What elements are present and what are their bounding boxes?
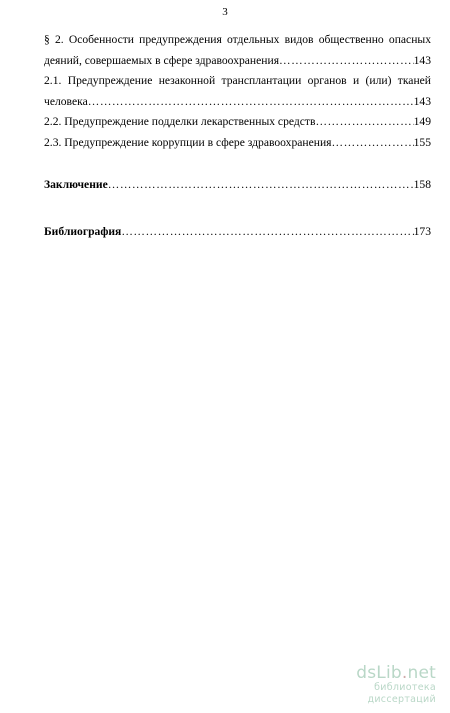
toc-page-number: 155: [413, 135, 431, 149]
toc-bibliography[interactable]: [44, 222, 431, 243]
leader-dots: [279, 51, 414, 72]
toc-entry-title: 2.2. Предупреждение подделки лекарственных средств: [44, 115, 316, 128]
toc-entry-title: Заключение: [44, 178, 108, 191]
toc-page-number: 149: [413, 115, 431, 128]
toc-entry-title: 2.3. Предупреждение коррупции в сфере здравоохранения: [44, 135, 332, 149]
toc-page-number: 143: [413, 94, 431, 108]
toc-section-2-line-2[interactable]: [44, 51, 431, 72]
dslib-watermark: [306, 664, 436, 706]
toc-item-2-1-line-2[interactable]: [44, 92, 431, 113]
toc-page-number: 143: [413, 53, 431, 67]
toc-conclusion[interactable]: [44, 175, 431, 196]
logo-main: dsLib: [356, 663, 402, 683]
leader-dots: [108, 175, 414, 196]
toc-page-number: 158: [413, 178, 431, 191]
toc-item-2-3[interactable]: [44, 133, 431, 154]
spacer: [44, 196, 431, 222]
table-of-contents: [44, 30, 431, 242]
logo-dot: .: [401, 663, 408, 683]
toc-entry-title: Библиография: [44, 224, 122, 238]
watermark-subtitle: библиотека диссертаций: [367, 682, 436, 705]
toc-entry-title: человека: [44, 94, 88, 108]
page-number: 3: [222, 6, 228, 18]
leader-dots: [121, 222, 413, 243]
dslib-logo: [306, 664, 436, 682]
toc-entry-title: деяний, совершаемых в сфере здравоохранения: [44, 53, 280, 67]
toc-page-number: 173: [413, 224, 431, 238]
toc-item-2-2[interactable]: [44, 112, 431, 133]
spacer: [44, 153, 431, 175]
toc-section-2-line-1: § 2. Особенности предупреждения отдельных видов общественно опасных: [44, 33, 431, 46]
leader-dots: [332, 133, 414, 154]
logo-tld: net: [407, 663, 436, 683]
leader-dots: [88, 92, 414, 113]
leader-dots: [315, 112, 413, 133]
toc-item-2-1-line-1: 2.1. Предупреждение незаконной трансплантации органов и (или) тканей: [44, 74, 431, 87]
